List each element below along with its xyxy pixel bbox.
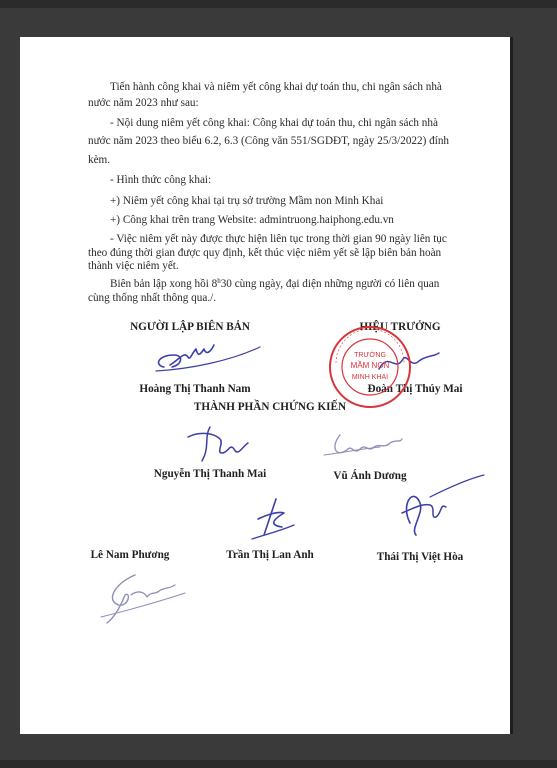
paragraph-content-line-1: - Nội dung niêm yết công khai: Công khai dự toán thu, chi ngân sách nhà: [110, 117, 438, 129]
stamp-line-1: TRƯỜNG: [354, 352, 386, 359]
witness-3-signature: [95, 565, 195, 625]
paragraph-intro-line-1: Tiến hành công khai và niêm yết công khai dự toán thu, chi ngân sách nhà: [110, 81, 442, 93]
page-shadow-edge: [510, 37, 513, 734]
witness-5-signature: [380, 473, 490, 543]
viewer-bottom-bar: [0, 760, 557, 768]
viewer-top-bar: [0, 0, 557, 8]
paragraph-form-item-2: +) Công khai trên trang Website: admintruong.haiphong.edu.vn: [110, 214, 394, 226]
closing-text-pre: Biên bản lập xong hồi 8: [110, 278, 218, 290]
witness-name-2: Vũ Ánh Dương: [333, 470, 407, 482]
paragraph-intro-line-2: nước năm 2023 như sau:: [88, 97, 199, 109]
paragraph-form-item-1: +) Niêm yết công khai tại trụ sở trường Mầm non Minh Khai: [110, 195, 384, 207]
preparer-name: Hoàng Thị Thanh Nam: [139, 383, 251, 395]
preparer-signature: [150, 335, 270, 380]
witness-name-5: Thái Thị Việt Hòa: [376, 551, 464, 563]
paragraph-content-line-3: kèm.: [88, 154, 111, 166]
school-stamp: [326, 323, 414, 411]
principal-title: HIỆU TRƯỞNG: [359, 321, 441, 333]
paragraph-duration-line-2: theo đúng thời gian được quy định, kết thúc việc niêm yết sẽ lập biên bản hoàn: [88, 247, 442, 259]
paragraph-form-heading: - Hình thức công khai:: [110, 174, 212, 186]
witness-title: THÀNH PHẦN CHỨNG KIẾN: [193, 401, 347, 413]
witness-name-1: Nguyễn Thị Thanh Mai: [153, 468, 267, 480]
closing-text-post: 30 cùng ngày, đại diện những người có liên quan: [220, 278, 440, 290]
paragraph-content-line-2: nước năm 2023 theo biểu 6.2, 6.3 (Công văn 551/SGDĐT, ngày 25/3/2022) đính: [88, 135, 450, 147]
paragraph-duration-line-3: thành việc niêm yết.: [88, 260, 179, 272]
preparer-title: NGƯỜI LẬP BIÊN BẢN: [130, 321, 250, 333]
witness-4-signature: [250, 495, 300, 545]
witness-name-4: Trần Thị Lan Anh: [226, 549, 314, 561]
witness-2-signature: [320, 429, 410, 464]
witness-1-signature: [180, 423, 260, 468]
principal-name: Đoàn Thị Thúy Mai: [367, 383, 463, 395]
paragraph-closing-line-1: [110, 278, 439, 291]
witness-name-3: Lê Nam Phương: [90, 549, 170, 561]
stamp-line-2: MẦM NON: [350, 361, 390, 370]
paragraph-duration-line-1: - Việc niêm yết này được thực hiện liên tục trong thời gian 90 ngày liên tục: [110, 233, 447, 245]
stamp-line-3: MINH KHAI: [351, 374, 389, 381]
document-page: [20, 37, 510, 734]
closing-text-superscript: h: [217, 277, 221, 285]
paragraph-closing-line-2: cùng thống nhất thông qua./.: [88, 292, 217, 304]
